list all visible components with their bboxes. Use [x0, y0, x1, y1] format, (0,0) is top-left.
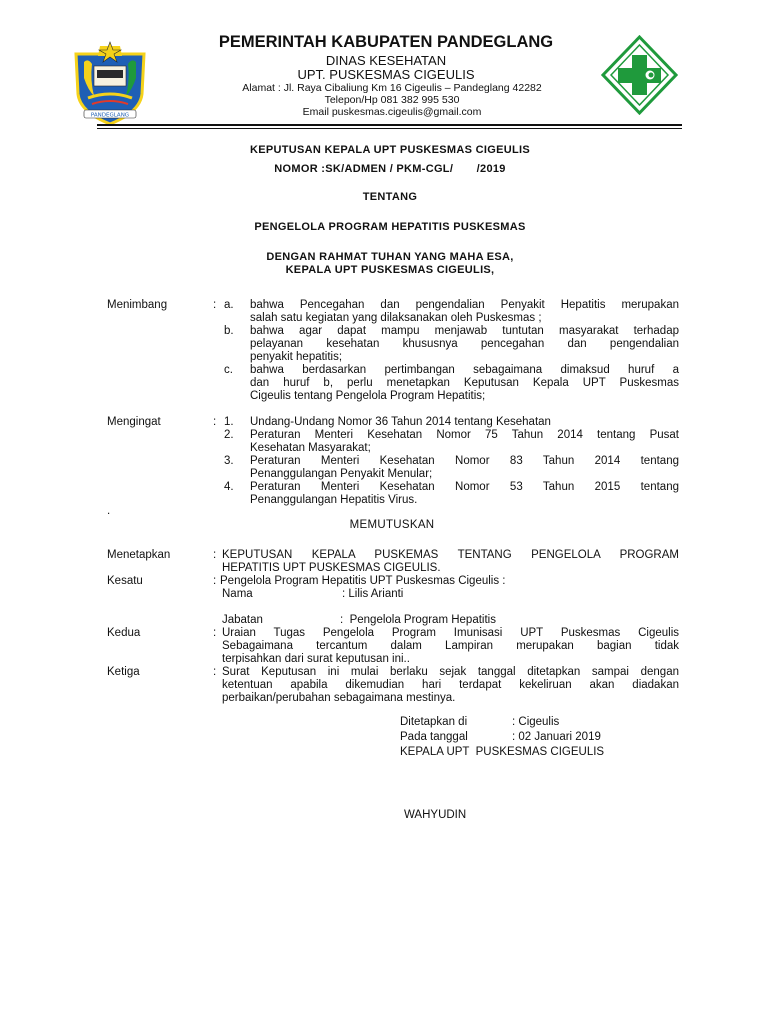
kesatu-jabatan-value: : Pengelola Program Hepatitis — [340, 614, 496, 626]
mengingat-item-2-line-2: Kesehatan Masyarakat; — [250, 442, 371, 454]
mengingat-marker-4: 4. — [224, 481, 234, 493]
menimbang-colon: : — [213, 299, 217, 311]
letterhead-rule-thin — [97, 128, 682, 129]
letterhead-address: Alamat : Jl. Raya Cibaliung Km 16 Cigeulis – Pandeglang 42282 — [242, 82, 542, 94]
ketiga-line-2: ketentuan apabila dikemudian hari terdapat kekeliruan akan diadakan — [222, 679, 679, 691]
tanggal-value: : 02 Januari 2019 — [512, 731, 601, 743]
mengingat-item-3-line-1: Peraturan Menteri Kesehatan Nomor 83 Tahun 2014 tentang — [250, 455, 679, 467]
menetapkan-colon: : — [213, 549, 217, 561]
decree-title: KEPUTUSAN KEPALA UPT PUSKESMAS CIGEULIS — [249, 144, 530, 156]
preamble-line-2: KEPALA UPT PUSKESMAS CIGEULIS, — [285, 264, 495, 276]
mengingat-item-1-line-1: Undang-Undang Nomor 36 Tahun 2014 tentang Kesehatan — [250, 416, 551, 428]
kesatu-nama-label: Nama — [222, 588, 253, 600]
kedua-colon: : — [213, 627, 217, 639]
menimbang-item-a-line-1: bahwa Pencegahan dan pengendalian Penyakit Hepatitis merupakan — [250, 299, 679, 311]
ditetapkan-label: Ditetapkan di — [400, 716, 468, 728]
kedua-line-2: Sebagaimana tercantum dalam Lampiran merupakan bagian tidak — [222, 640, 679, 652]
menimbang-item-b-line-2: pelayanan kesehatan khususnya pencegahan dan pengendalian — [250, 338, 679, 350]
letterhead-department: DINAS KESEHATAN — [325, 53, 447, 68]
mengingat-marker-1: 1. — [224, 416, 234, 428]
menimbang-label: Menimbang — [107, 299, 168, 311]
decree-subject: PENGELOLA PROGRAM HEPATITIS PUSKESMAS — [254, 221, 526, 233]
signatory-position: KEPALA UPT PUSKESMAS CIGEULIS — [400, 746, 605, 758]
menimbang-item-a-line-2: salah satu kegiatan yang dilaksanakan oleh Puskesmas ; — [250, 312, 542, 324]
kesatu-colon: : — [213, 575, 217, 587]
menetapkan-line-2: HEPATITIS UPT PUSKESMAS CIGEULIS. — [222, 562, 441, 574]
tanggal-label: Pada tanggal — [400, 731, 468, 743]
letterhead-rule-thick — [97, 124, 682, 126]
menetapkan-line-1: KEPUTUSAN KEPALA PUSKEMAS TENTANG PENGELOLA PROGRAM — [222, 549, 679, 561]
kedua-label: Kedua — [107, 627, 141, 639]
kedua-line-3: terpisahkan dari surat keputusan ini.. — [222, 653, 410, 665]
kesatu-jabatan-label: Jabatan — [222, 614, 263, 626]
ketiga-label: Ketiga — [107, 666, 140, 678]
kesatu-nama-value: : Lilis Arianti — [342, 588, 404, 600]
menimbang-item-b-line-3: penyakit hepatitis; — [250, 351, 343, 363]
kesatu-line: Pengelola Program Hepatitis UPT Puskesmas Cigeulis : — [220, 575, 506, 587]
mengingat-marker-2: 2. — [224, 429, 234, 441]
letterhead-unit: UPT. PUSKESMAS CIGEULIS — [297, 67, 475, 82]
ketiga-colon: : — [213, 666, 217, 678]
mengingat-marker-3: 3. — [224, 455, 234, 467]
mengingat-item-2-line-1: Peraturan Menteri Kesehatan Nomor 75 Tahun 2014 tentang Pusat — [250, 429, 679, 441]
mengingat-label: Mengingat — [107, 416, 161, 428]
menetapkan-label: Menetapkan — [107, 549, 171, 561]
ketiga-line-3: perbaikan/perubahan sebagaimana mestinya. — [222, 692, 456, 704]
menimbang-marker-a: a. — [224, 299, 234, 311]
letterhead-government: PEMERINTAH KABUPATEN PANDEGLANG — [218, 33, 554, 51]
menimbang-item-c-line-1: bahwa berdasarkan pertimbangan sebagaimana dimaksud huruf a — [250, 364, 679, 376]
memutuskan-heading: MEMUTUSKAN — [349, 519, 435, 531]
mengingat-item-3-line-2: Penanggulangan Penyakit Menular; — [250, 468, 433, 480]
ditetapkan-value: : Cigeulis — [512, 716, 560, 728]
kesatu-label: Kesatu — [107, 575, 143, 587]
ketiga-line-1: Surat Keputusan ini mulai berlaku sejak tanggal ditetapkan sampai dengan — [222, 666, 679, 678]
mengingat-colon: : — [213, 416, 217, 428]
tentang-heading: TENTANG — [362, 191, 418, 203]
signatory-name: WAHYUDIN — [404, 809, 467, 821]
letterhead-email: Email puskesmas.cigeulis@gmail.com — [302, 106, 482, 118]
decree-number: NOMOR :SK/ADMEN / PKM-CGL/ /2019 — [274, 163, 506, 175]
letterhead-phone: Telepon/Hp 081 382 995 530 — [324, 94, 460, 106]
menimbang-marker-c: c. — [224, 364, 233, 376]
mengingat-item-4-line-2: Penanggulangan Hepatitis Virus. — [250, 494, 418, 506]
kedua-line-1: Uraian Tugas Pengelola Program Imunisasi UPT Puskesmas Cigeulis — [222, 627, 679, 639]
mengingat-item-4-line-1: Peraturan Menteri Kesehatan Nomor 53 Tahun 2015 tentang — [250, 481, 679, 493]
logo-text: PANDEGLANG — [90, 112, 130, 119]
menimbang-item-c-line-3: Cigeulis tentang Pengelola Program Hepatitis; — [250, 390, 486, 402]
menimbang-marker-b: b. — [224, 325, 234, 337]
menimbang-item-b-line-1: bahwa agar dapat mampu menjawab tuntutan masyarakat terhadap — [250, 325, 679, 337]
preamble-line-1: DENGAN RAHMAT TUHAN YANG MAHA ESA, — [266, 251, 514, 263]
stray-dot: . — [107, 505, 111, 517]
menimbang-item-c-line-2: dan huruf b, perlu menetapkan Keputusan Kepala UPT Puskesmas — [250, 377, 679, 389]
